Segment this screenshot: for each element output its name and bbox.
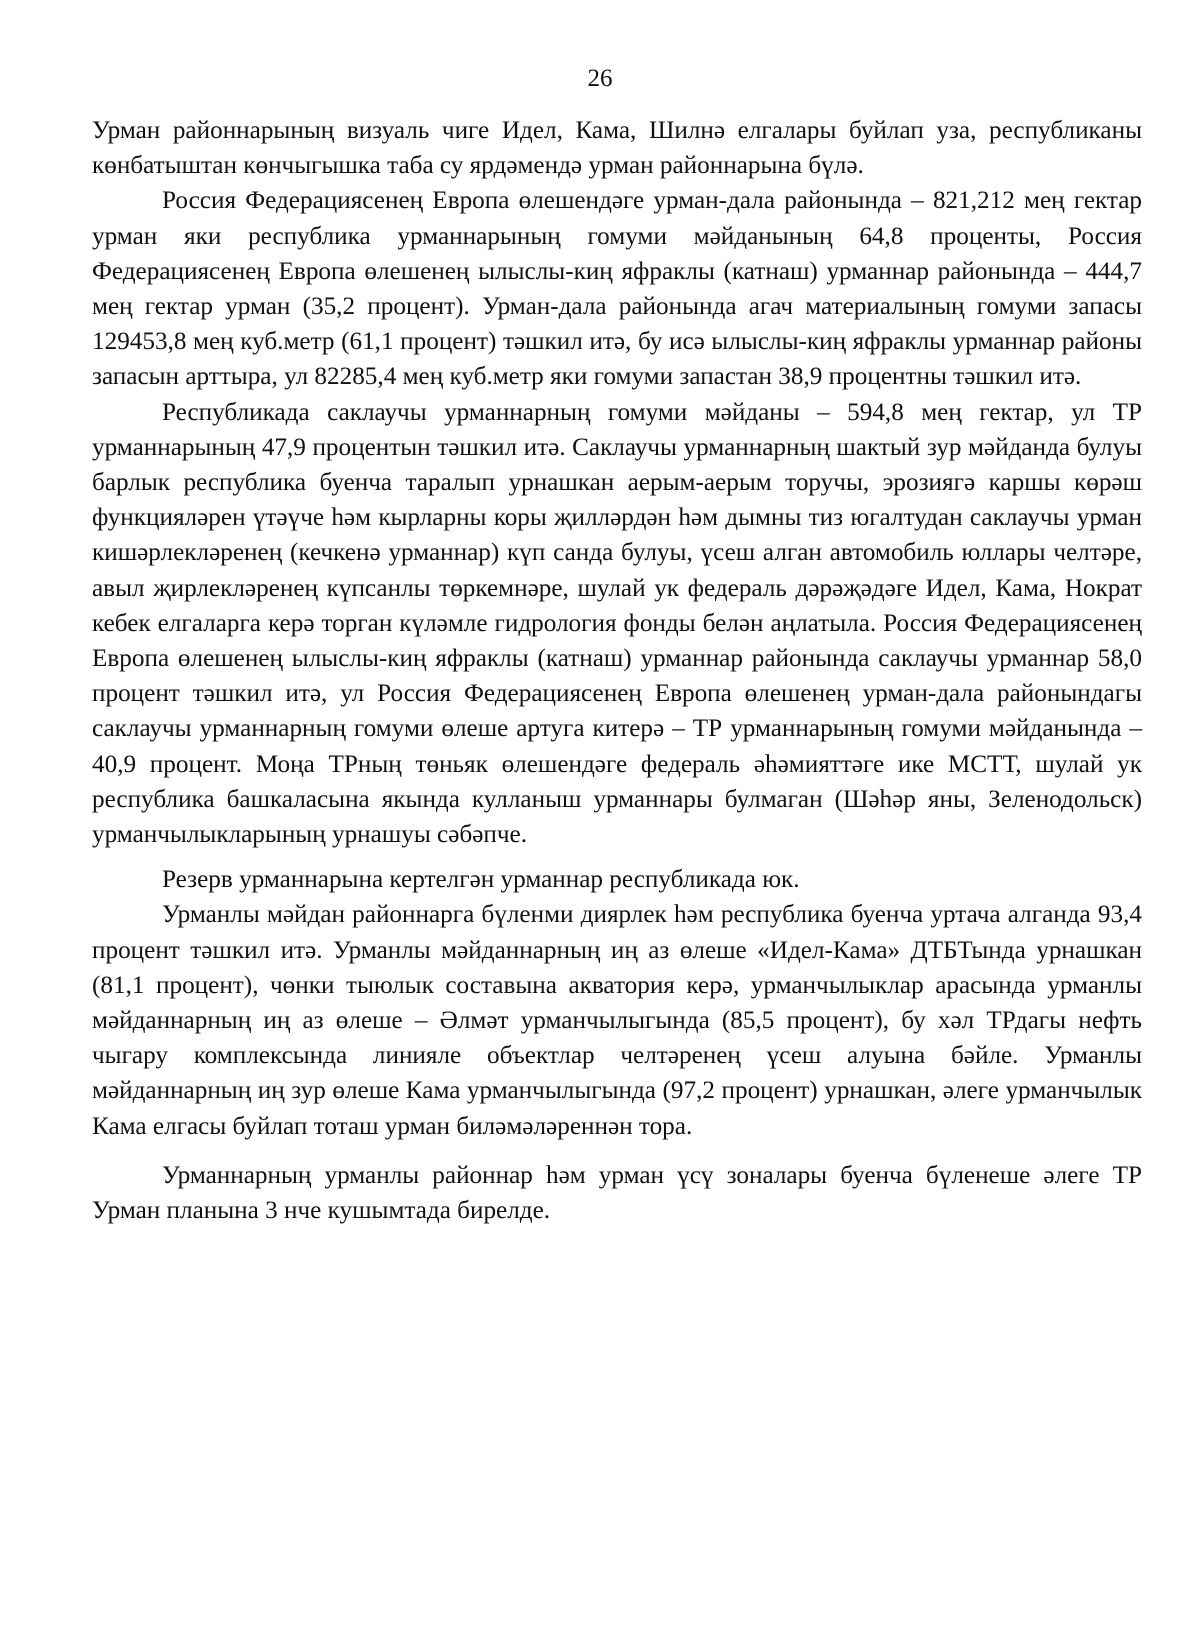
paragraph-2: Россия Федерациясенең Европа өлешендәге урман-дала районында – 821,212 мең гектар урман яки республика урманнарының гомуми мәйданының 64,8 проценты, Россия Федерациясенең Европа өлешенең ылыслы-киң яфраклы (катнаш) урманнар районында – 444,7 мең гектар урман (35,2 процент). Урман-дала районында агач материалының гомуми запасы 129453,8 мең куб.метр (61,1 процент) тәшкил итә, бу исә ылыслы-киң яфраклы урманнар районы запасын арттыра, ул 82285,4 мең куб.метр яки гомуми запастан 38,9 процентны тәшкил итә. — [92, 187, 1142, 391]
paragraph-3: Республикада саклаучы урманнарның гомуми мәйданы – 594,8 мең гектар, ул ТР урманнарының 47,9 процентын тәшкил итә. Саклаучы урманнарның шактый зур мәйданда булуы барлык республика буенча таралып урнашкан аерым-аерым торучы, эрозиягә каршы көрәш функцияләрен үтәүче һәм кырларны коры җилләрдән һәм дымны тиз югалтудан саклаучы урман кишәрлекләренең (кечкенә урманнар) күп санда булуы, үсеш алган автомобиль юллары челтәре, авыл җирлекләренең күпсанлы төркемнәре, шулай ук федераль дәрәҗәдәге Идел, Кама, Нократ кебек елгаларга керә торган күләмле гидрология фонды белән аңлатыла. Россия Федерациясенең Европа өлешенең ылыслы-киң яфраклы (катнаш) урманнар районында саклаучы урманнар 58,0 процент тәшкил итә, ул Россия Федерациясенең Европа өлешенең урман-дала районындагы саклаучы урманнарның гомуми өлеше артуга китерә – ТР урманнарының гомуми мәйданында – 40,9 процент. Моңа ТРның төньяк өлешендәге федераль әһәмияттәге ике МСТТ, шулай ук республика башкаласына якында кулланыш урманнары булмаган (Шәһәр яны, Зеленодольск) урманчылыкларының урнашуы сәбәпче. — [92, 398, 1142, 849]
page-number: 26 — [587, 65, 613, 92]
paragraph-6: Урманнарның урманлы районнар һәм урман үсү зоналары буенча бүленеше әлеге ТР Урман планына 3 нче кушымтада бирелде. — [92, 1161, 1142, 1225]
paragraph-1: Урман районнарының визуаль чиге Идел, Кама, Шилнә елгалары буйлап уза, республиканы көнбатыштан көнчыгышка таба су ярдәмендә урман районнарына бүлә. — [92, 117, 1142, 180]
body-text — [92, 113, 1142, 1228]
paragraph-5: Урманлы мәйдан районнарга бүленми диярлек һәм республика буенча уртача алганда 93,4 процент тәшкил итә. Урманлы мәйданнарның иң аз өлеше «Идел-Кама» ДТБТында урнашкан (81,1 процент), чөнки тыюлык составына акватория керә, урманчылыклар арасында урманлы мәйданнарның иң аз өлеше – Әлмәт урманчылыгында (85,5 процент), бу хәл ТРдагы нефть чыгару комплексында линияле объектлар челтәренең үсеш алуына бәйле. Урманлы мәйданнарның иң зур өлеше Кама урманчылыгында (97,2 процент) урнашкан, әлеге урманчылык Кама елгасы буйлап тоташ урман биләмәләреннән тора. — [92, 901, 1142, 1140]
paragraph-4: Резерв урманнарына кертелгән урманнар республикада юк. — [162, 866, 800, 894]
